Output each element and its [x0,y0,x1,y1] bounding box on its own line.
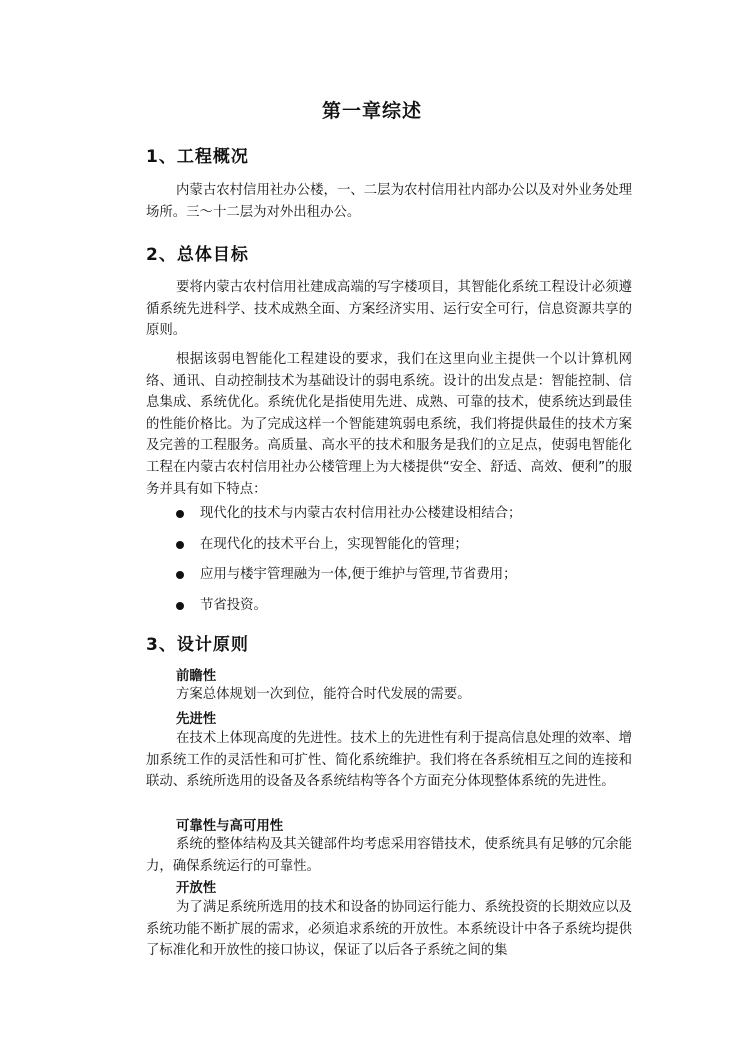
principle-title-advanced: 先进性 [176,712,217,727]
list-item [146,504,632,535]
features-list [146,504,632,626]
principle-text-forward-looking: 方案总体规划一次到位，能符合时代发展的需要。 [176,687,471,702]
list-item [146,535,632,566]
list-item-text: 在现代化的技术平台上，实现智能化的管理； [200,536,468,552]
principle-text-advanced: 在技术上体现高度的先进性。技术上的先进性有利于提高信息处理的效率、增加系统工作的灵活性和可扩性、简化系统维护。我们将在各系统相互之间的连接和联动、系统所选用的设备及各系统结构等各个方面充分体现整体系统的先进性。 [146,731,632,790]
bullet-dot-icon [176,510,184,518]
bullet-dot-icon [176,541,184,549]
principle-text-reliability: 系统的整体结构及其关键部件均考虑采用容错技术，使系统具有足够的冗余能力，确保系统运行的可靠性。 [146,837,632,874]
list-item-text: 现代化的技术与内蒙古农村信用社办公楼建设相结合； [200,506,522,521]
section-heading-overview: 1、工程概况 [146,147,249,167]
list-item-text: 节省投资。 [200,597,267,613]
bullet-dot-icon [176,571,184,579]
bullet-dot-icon [176,602,184,610]
section-heading-principles: 3、设计原则 [146,635,249,655]
principle-title-reliability: 可靠性与高可用性 [176,819,284,834]
list-item [146,596,632,627]
overview-paragraph: 内蒙古农村信用社办公楼，一、二层为农村信用社内部办公以及对外业务处理场所。三～十二层为对外出租办公。 [146,183,632,220]
principle-title-forward-looking: 前瞻性 [176,669,217,684]
principle-title-openness: 开放性 [176,881,217,896]
list-item-text: 应用与楼宇管理融为一体,便于维护与管理,节省费用； [200,567,517,582]
principle-text-openness: 为了满足系统所选用的技术和设备的协同运行能力、系统投资的长期效应以及系统功能不断扩展的需求，必须追求系统的开放性。本系统设计中各子系统均提供了标准化和开放性的接口协议，保证了以后各子系统之间的集 [146,900,632,959]
list-item [146,565,632,596]
goals-paragraph-2: 根据该弱电智能化工程建设的要求，我们在这里向业主提供一个以计算机网络、通讯、自动控制技术为基础设计的弱电系统。设计的出发点是：智能控制、信息集成、系统优化。系统优化是指使用先进、成熟、可靠的技术，使系统达到最佳的性能价格比。为了完成这样一个智能建筑弱电系统，我们将提供最佳的技术方案及完善的工程服务。高质量、高水平的技术和服务是我们的立足点，使弱电智能化工程在内蒙古农村信用社办公楼管理上为大楼提供“安全、舒适、高效、便利”的服务并具有如下特点： [146,352,632,497]
section-heading-goals: 2、总体目标 [146,245,249,265]
chapter-title: 第一章综述 [321,100,422,122]
goals-paragraph-1: 要将内蒙古农村信用社建成高端的写字楼项目，其智能化系统工程设计必须遵循系统先进科学、技术成熟全面、方案经济实用、运行安全可行，信息资源共享的原则。 [146,280,632,339]
